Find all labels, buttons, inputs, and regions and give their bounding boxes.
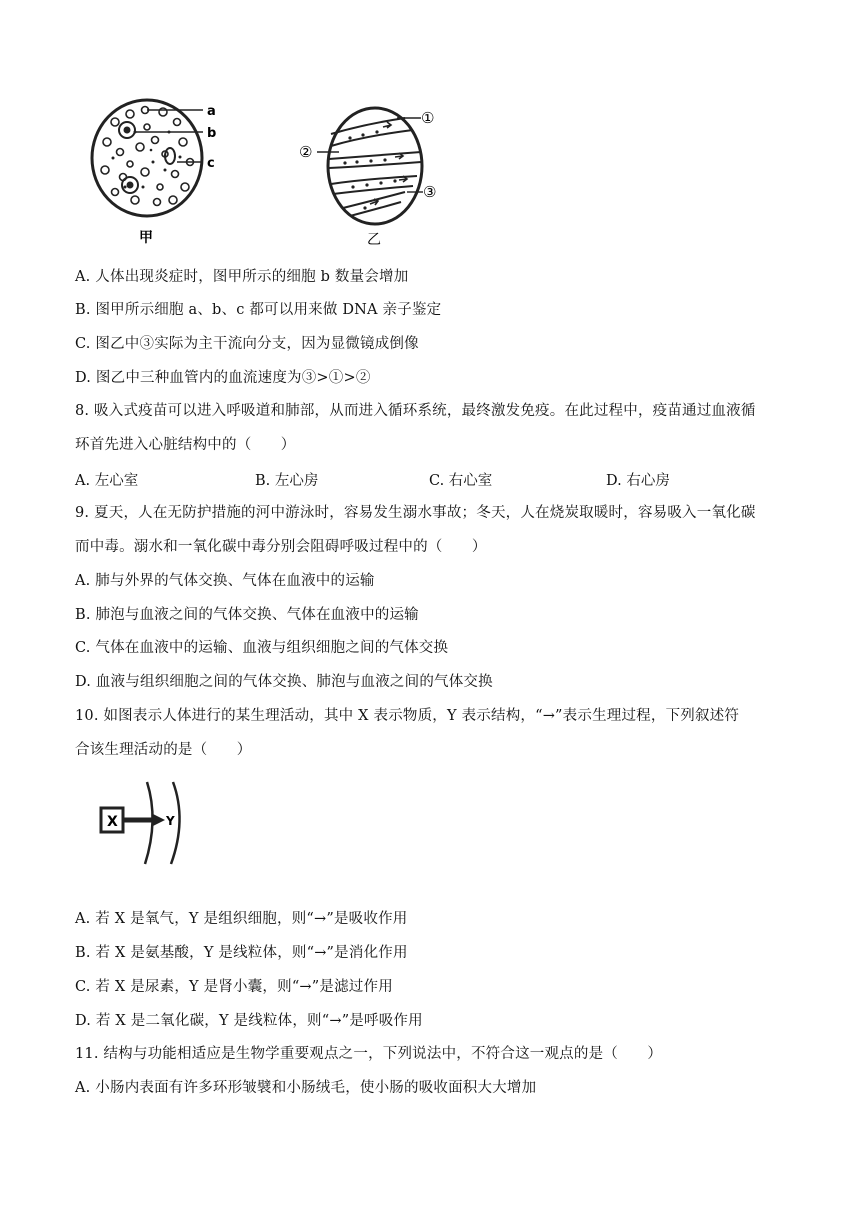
q7-option-a: A. 人体出现炎症时，图甲所示的细胞 b 数量会增加	[75, 269, 409, 285]
figure-yi-blood-vessels	[295, 104, 445, 249]
jia-caption: 甲	[139, 230, 153, 246]
q9-option-d: D. 血液与组织细胞之间的气体交换、肺泡与血液之间的气体交换	[75, 674, 493, 690]
q8-option-d: D. 右心房	[606, 473, 670, 489]
q9-option-c: C. 气体在血液中的运输、血液与组织细胞之间的气体交换	[75, 640, 449, 656]
q7-option-c: C. 图乙中③实际为主干流向分支，因为显微镜成倒像	[75, 336, 419, 352]
yi-caption: 乙	[367, 232, 381, 248]
q8-option-a: A. 左心室	[75, 473, 139, 489]
q7-option-d: D. 图乙中三种血管内的血流速度为③>①>②	[75, 370, 371, 386]
q9-stem-line2: 而中毒。溺水和一氧化碳中毒分别会阻碍呼吸过程中的（ ）	[75, 539, 487, 555]
q8-option-b: B. 左心房	[255, 473, 319, 489]
q10-option-b: B. 若 X 是氨基酸，Y 是线粒体，则“→”是消化作用	[75, 945, 408, 961]
q8-options	[75, 469, 795, 489]
q9-stem-line1: 9. 夏天，人在无防护措施的河中游泳时，容易发生溺水事故；冬天，人在烧炭取暖时，容易吸入一氧化碳	[75, 505, 756, 521]
figure-q10-diffusion	[95, 778, 205, 868]
yi-label-1: ①	[421, 109, 435, 127]
q10-option-a: A. 若 X 是氧气，Y 是组织细胞，则“→”是吸收作用	[75, 911, 408, 927]
q8-stem-line2: 环首先进入心脏结构中的（ ）	[75, 437, 296, 453]
q10-label-x: X	[107, 814, 118, 830]
q8-stem-line1: 8. 吸入式疫苗可以进入呼吸道和肺部，从而进入循环系统，最终激发免疫。在此过程中，疫苗通过血液循	[75, 403, 756, 419]
jia-label-c: c	[207, 156, 215, 171]
q10-label-y: Y	[166, 814, 175, 828]
q10-stem-line2: 合该生理活动的是（ ）	[75, 742, 252, 758]
q8-option-c: C. 右心室	[429, 473, 493, 489]
q9-option-b: B. 肺泡与血液之间的气体交换、气体在血液中的运输	[75, 607, 419, 623]
q10-stem-line1: 10. 如图表示人体进行的某生理活动，其中 X 表示物质，Y 表示结构，“→”表示生理过程，下列叙述符	[75, 708, 740, 724]
q10-option-d: D. 若 X 是二氧化碳，Y 是线粒体，则“→”是呼吸作用	[75, 1013, 423, 1029]
q7-option-b: B. 图甲所示细胞 a、b、c 都可以用来做 DNA 亲子鉴定	[75, 302, 442, 318]
yi-label-3: ③	[423, 183, 437, 201]
q11-stem: 11. 结构与功能相适应是生物学重要观点之一，下列说法中，不符合这一观点的是（ ）	[75, 1046, 663, 1062]
jia-label-b: b	[207, 126, 217, 141]
jia-label-a: a	[207, 104, 216, 119]
q9-option-a: A. 肺与外界的气体交换、气体在血液中的运输	[75, 573, 375, 589]
figure-jia-blood-smear	[85, 92, 235, 247]
yi-label-2: ②	[299, 143, 313, 161]
q11-option-a: A. 小肠内表面有许多环形皱襞和小肠绒毛，使小肠的吸收面积大大增加	[75, 1080, 537, 1096]
q10-option-c: C. 若 X 是尿素，Y 是肾小囊，则“→”是滤过作用	[75, 979, 393, 995]
